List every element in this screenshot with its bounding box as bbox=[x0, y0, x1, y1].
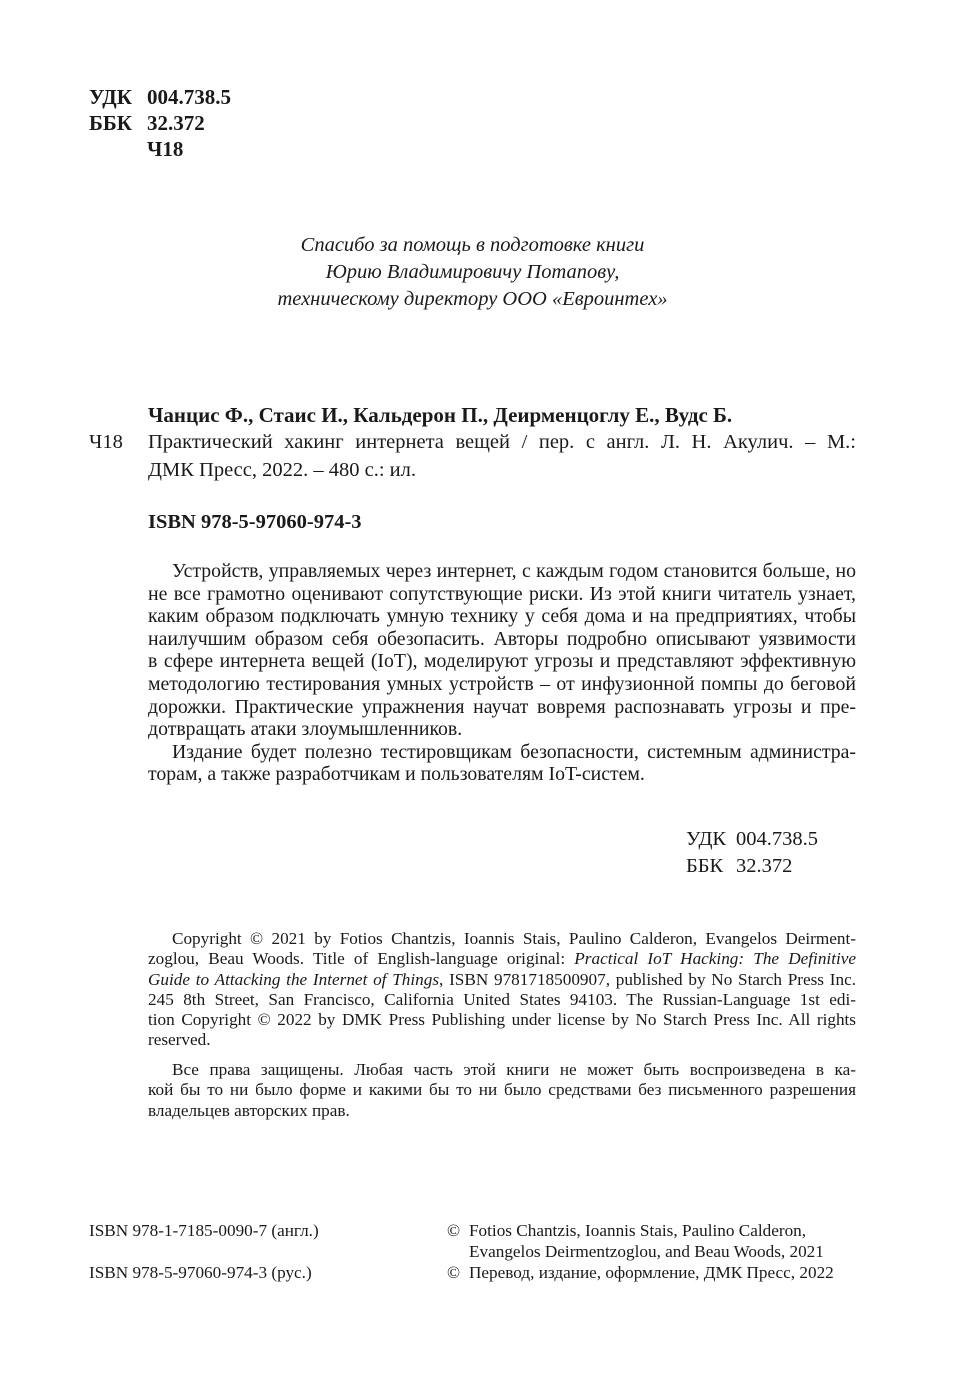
translation-copyright: Перевод, издание, оформление, ДМК Пресс, 2022 bbox=[469, 1263, 834, 1282]
copyright-original bbox=[447, 1220, 834, 1262]
annotation-line: наилучшим образом себя обезопасить. Авторы подробно описывают уязвимости bbox=[148, 627, 856, 650]
copyright-english bbox=[148, 929, 856, 1051]
bbk-value: 32.372 bbox=[147, 111, 205, 135]
udk-value: 004.738.5 bbox=[147, 85, 231, 109]
author-mark: Ч18 bbox=[147, 137, 184, 161]
copyright-line: zoglou, Beau Woods. Title of English-language original: Practical IoT Hacking: The Definitive bbox=[148, 949, 856, 969]
copyright-line: 245 8th Street, San Francisco, California United States 94103. The Russian-Language 1st edi- bbox=[148, 989, 856, 1009]
copyright-line: tion Copyright © 2022 by DMK Press Publishing under license by No Starch Press Inc. All rights bbox=[148, 1010, 856, 1030]
acknowledgement bbox=[140, 232, 805, 313]
top-classification bbox=[89, 84, 231, 162]
copyright-footer bbox=[447, 1220, 834, 1283]
ack-line: Спасибо за помощь в подготовке книги bbox=[300, 234, 645, 256]
rights-line: кой бы то ни было форме и какими бы то ни было средствами без письменного разрешения bbox=[148, 1080, 856, 1100]
annotation-line: торам, а также разработчикам и пользователям IoT-систем. bbox=[148, 763, 645, 786]
annotation-line: в сфере интернета вещей (IoT), моделируют угрозы и представляют эффективную bbox=[148, 650, 856, 673]
bbk-value: 32.372 bbox=[736, 855, 793, 877]
isbn-russian: ISBN 978-5-97060-974-3 (рус.) bbox=[89, 1263, 312, 1282]
copyright-line: Copyright © 2021 by Fotios Chantzis, Ioannis Stais, Paulino Calderon, Evangelos Deirment- bbox=[172, 929, 856, 948]
udk-label: УДК bbox=[89, 85, 132, 109]
copyright-line: Guide to Attacking the Internet of Things, ISBN 9781718500907, published by No Starch Press Inc. bbox=[148, 969, 856, 989]
isbn-english: ISBN 978-1-7185-0090-7 (англ.) bbox=[89, 1221, 319, 1240]
udk-label: УДК bbox=[686, 828, 727, 850]
bbk-row bbox=[686, 853, 818, 880]
bottom-classification bbox=[686, 826, 818, 880]
copyright-holders: Evangelos Deirmentzoglou, and Beau Woods, 2021 bbox=[469, 1242, 824, 1261]
isbn-main: ISBN 978-5-97060-974-3 bbox=[148, 511, 362, 533]
annotation-line: не все грамотно оценивают сопутствующие риски. Из этой книги читатель узнает, bbox=[148, 582, 856, 605]
author-mark-margin: Ч18 bbox=[89, 431, 123, 453]
rights-line: владельцев авторских прав. bbox=[148, 1100, 350, 1120]
bbk-label: ББК bbox=[89, 111, 132, 135]
original-title: Practical IoT Hacking: The Definitive bbox=[574, 949, 856, 969]
bbk-row bbox=[89, 110, 231, 136]
rights-notice bbox=[148, 1060, 856, 1121]
original-title: Guide to Attacking the Internet of Things bbox=[148, 969, 440, 989]
annotation-line: методологию тестирования умных устройств – от инфузионной помпы до беговой bbox=[148, 672, 856, 695]
copyright-holders: Fotios Chantzis, Ioannis Stais, Paulino Calderon, bbox=[469, 1221, 807, 1240]
annotation-line: Устройств, управляемых через интернет, с каждым годом становится больше, но bbox=[172, 560, 856, 582]
rights-line: Все права защищены. Любая часть этой книги не может быть воспроизведена в ка- bbox=[172, 1060, 856, 1079]
copyright-line: reserved. bbox=[148, 1030, 211, 1050]
udk-row bbox=[686, 826, 818, 853]
annotation bbox=[148, 560, 856, 786]
copyright-translation bbox=[447, 1262, 834, 1283]
udk-row bbox=[89, 84, 231, 110]
ack-line: техническому директору ООО «Евроинтех» bbox=[277, 288, 668, 310]
bibliographic-description bbox=[148, 428, 856, 484]
udk-value: 004.738.5 bbox=[736, 828, 818, 850]
authors: Чанцис Ф., Стаис И., Кальдерон П., Деирменцоглу Е., Вудс Б. bbox=[148, 403, 733, 427]
annotation-line: Издание будет полезно тестировщикам безопасности, системным администра- bbox=[172, 740, 856, 763]
annotation-paragraph-1 bbox=[148, 560, 856, 741]
biblio-line: ДМК Пресс, 2022. – 480 с.: ил. bbox=[148, 459, 416, 481]
annotation-line: дорожки. Практические упражнения научат вовремя распознавать угрозы и пре- bbox=[148, 695, 856, 718]
annotation-line: дотвращать атаки злоумышленников. bbox=[148, 718, 463, 741]
copyright-symbol: © bbox=[447, 1263, 461, 1282]
copyright-symbol: © bbox=[447, 1221, 461, 1240]
author-mark-row bbox=[89, 136, 231, 162]
bbk-label: ББК bbox=[686, 855, 724, 877]
biblio-line: Практический хакинг интернета вещей / пер. с англ. Л. Н. Акулич. – М.: bbox=[148, 431, 856, 453]
annotation-line: каким образом подключать умную технику у себя дома и на предприятиях, чтобы bbox=[148, 605, 856, 628]
ack-line: Юрию Владимировичу Потапову, bbox=[325, 261, 620, 283]
annotation-paragraph-2 bbox=[148, 741, 856, 786]
